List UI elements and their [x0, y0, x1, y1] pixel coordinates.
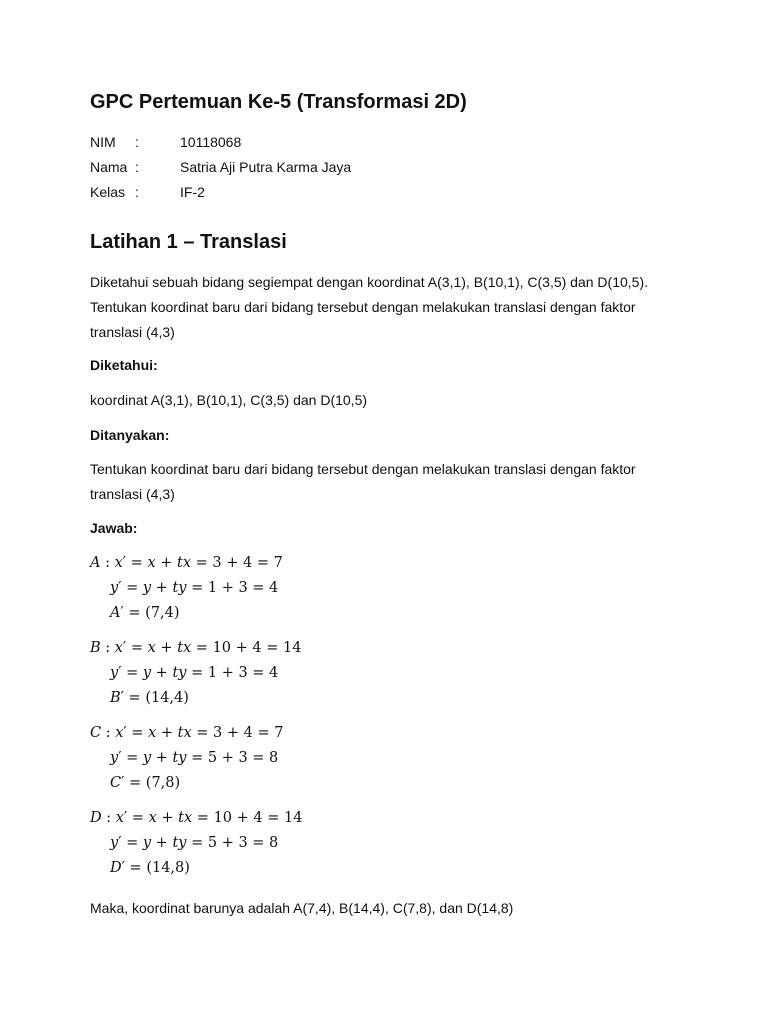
equation-y: y′ = y + ty = 5 + 3 = 8: [110, 835, 279, 851]
equation-y: y′ = y + ty = 1 + 3 = 4: [110, 665, 279, 681]
info-label: NIM: [90, 134, 116, 150]
problem-line: Diketahui sebuah bidang segiempat dengan koordinat A(3,1), B(10,1), C(3,5) dan D(10,5).: [90, 274, 649, 290]
equation-result: D′ = (14,8): [110, 860, 190, 876]
info-colon: :: [135, 159, 139, 175]
equation-y: y′ = y + ty = 1 + 3 = 4: [110, 580, 279, 596]
asked-text: [90, 457, 675, 507]
problem-line: translasi (4,3): [90, 324, 175, 340]
section-title: Latihan 1 – Translasi: [90, 231, 287, 253]
known-line: koordinat A(3,1), B(10,1), C(3,5) dan D(10,5): [90, 392, 368, 408]
asked-line: Tentukan koordinat baru dari bidang tersebut dengan melakukan translasi dengan faktor: [90, 461, 636, 477]
asked-label: Ditanyakan:: [90, 427, 170, 443]
known-label: Diketahui:: [90, 357, 158, 373]
equation-result: B′ = (14,4): [110, 690, 189, 706]
problem-statement: [90, 270, 675, 345]
info-value: Satria Aji Putra Karma Jaya: [180, 159, 352, 175]
equation-x: A : x′ = x + tx = 3 + 4 = 7: [90, 555, 283, 571]
problem-line: Tentukan koordinat baru dari bidang tersebut dengan melakukan translasi dengan faktor: [90, 299, 636, 315]
document-title: GPC Pertemuan Ke-5 (Transformasi 2D): [90, 91, 467, 113]
equation-result: C′ = (7,8): [110, 775, 181, 791]
info-value: 10118068: [180, 134, 242, 150]
answer-label: Jawab:: [90, 520, 138, 536]
info-label: Kelas: [90, 184, 126, 200]
info-colon: :: [135, 134, 139, 150]
equation-x: C : x′ = x + tx = 3 + 4 = 7: [90, 725, 284, 741]
equation-result: A′ = (7,4): [110, 605, 180, 621]
equation-x: D : x′ = x + tx = 10 + 4 = 14: [90, 810, 303, 826]
info-value: IF-2: [180, 184, 205, 200]
conclusion: [90, 896, 675, 921]
conclusion-line: Maka, koordinat barunya adalah A(7,4), B(14,4), C(7,8), dan D(14,8): [90, 900, 514, 916]
info-label: Nama: [90, 159, 128, 175]
equation-x: B : x′ = x + tx = 10 + 4 = 14: [90, 640, 302, 656]
equation-y: y′ = y + ty = 5 + 3 = 8: [110, 750, 279, 766]
info-colon: :: [135, 184, 139, 200]
asked-line: translasi (4,3): [90, 486, 175, 502]
known-text: [90, 388, 675, 413]
